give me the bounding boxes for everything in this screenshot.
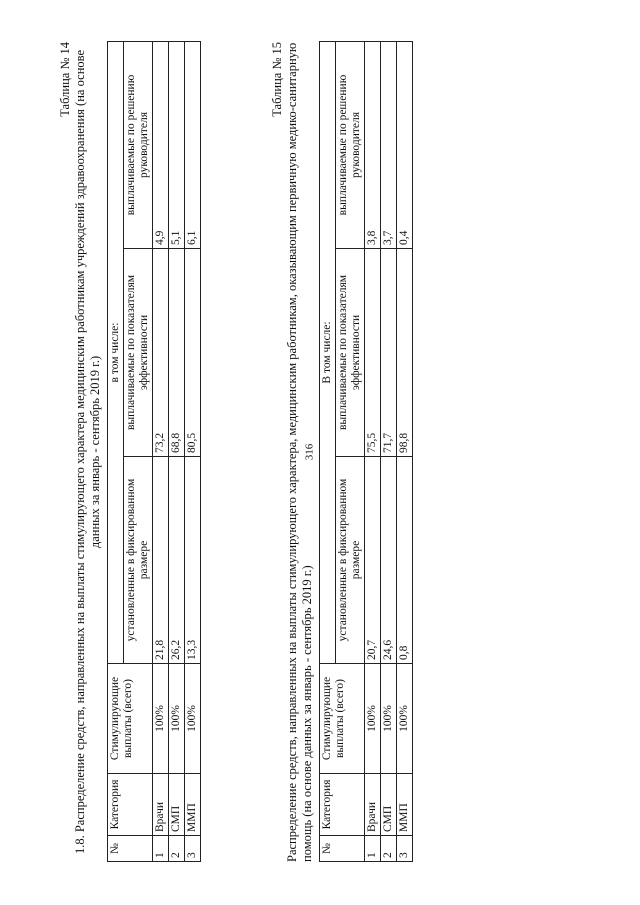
cell-fixed: 21,8 — [153, 457, 169, 664]
cell-decision: 5,1 — [169, 41, 185, 248]
table-14 — [107, 41, 201, 862]
table-row — [153, 41, 169, 861]
cell-num: 3 — [185, 836, 201, 862]
cell-num: 1 — [153, 836, 169, 862]
table-14-title: 1.8. Распределение средств, направленных на выплаты стимулирующего характера медицинским работникам учреждений здравоохранения (на основе данных за январь - сентябрь 2019 г.) — [73, 49, 102, 855]
cell-category: Врачи — [153, 774, 169, 836]
cell-fixed: 24,6 — [381, 457, 397, 664]
cell-decision: 6,1 — [185, 41, 201, 248]
header-num: № — [320, 836, 365, 862]
cell-total: 100% — [381, 664, 397, 774]
cell-category: ММП — [185, 774, 201, 836]
header-category: Категория — [320, 774, 365, 836]
header-including: В том числе: — [320, 42, 336, 664]
cell-efficiency: 68,8 — [169, 249, 185, 457]
cell-fixed: 13,3 — [185, 457, 201, 664]
cell-efficiency: 98,8 — [397, 249, 413, 457]
cell-efficiency: 71,7 — [381, 249, 397, 457]
table-header-row — [108, 41, 124, 861]
page-number: 316 — [303, 443, 316, 461]
cell-total: 100% — [169, 664, 185, 774]
cell-num: 2 — [169, 836, 185, 862]
cell-num: 1 — [365, 836, 381, 862]
cell-category: СМП — [381, 774, 397, 836]
table-row — [381, 42, 397, 862]
header-decision: выплачиваемые по решению руководителя — [336, 42, 365, 249]
header-category: Категория — [108, 774, 153, 836]
cell-fixed: 20,7 — [365, 457, 381, 664]
cell-category: СМП — [169, 774, 185, 836]
cell-total: 100% — [153, 664, 169, 774]
table-14-label: Таблица № 14 — [58, 42, 72, 117]
table-row — [397, 42, 413, 862]
cell-efficiency: 80,5 — [185, 249, 201, 457]
cell-efficiency: 75,5 — [365, 249, 381, 457]
cell-fixed: 26,2 — [169, 457, 185, 664]
cell-num: 3 — [397, 836, 413, 862]
cell-fixed: 0,8 — [397, 457, 413, 664]
cell-num: 2 — [381, 836, 397, 862]
rotated-page-content — [58, 42, 463, 862]
cell-total: 100% — [365, 664, 381, 774]
cell-efficiency: 73,2 — [153, 249, 169, 457]
table-15-block — [270, 42, 413, 862]
header-total: Стимулирующие выплаты (всего) — [108, 664, 153, 774]
table-row — [169, 41, 185, 861]
table-row — [185, 41, 201, 861]
header-total: Стимулирующие выплаты (всего) — [320, 664, 365, 774]
header-fixed: установленные в фиксированном размере — [336, 457, 365, 664]
header-including: в том числе: — [108, 41, 124, 663]
header-decision: выплачиваемые по решению руководителя — [124, 41, 153, 248]
cell-decision: 4,9 — [153, 41, 169, 248]
header-fixed: установленные в фиксированном размере — [124, 457, 153, 664]
table-header-row — [320, 42, 336, 862]
cell-category: Врачи — [365, 774, 381, 836]
header-efficiency: выплачиваемые по показателям эффективности — [336, 249, 365, 457]
header-num: № — [108, 836, 153, 862]
cell-decision: 3,7 — [381, 42, 397, 249]
table-row — [365, 42, 381, 862]
cell-decision: 0,4 — [397, 42, 413, 249]
table-14-block — [58, 42, 201, 862]
table-15 — [319, 41, 413, 862]
table-15-label: Таблица № 15 — [270, 42, 284, 117]
cell-total: 100% — [397, 664, 413, 774]
cell-category: ММП — [397, 774, 413, 836]
table-15-title: Распределение средств, направленных на выплаты стимулирующего характера, медицинским работникам, оказывающим первичную медико-санитарную помощь (на основе данных за январь - сентябрь 2019 г.) — [285, 42, 314, 862]
cell-total: 100% — [185, 664, 201, 774]
cell-decision: 3,8 — [365, 42, 381, 249]
header-efficiency: выплачиваемые по показателям эффективности — [124, 249, 153, 457]
